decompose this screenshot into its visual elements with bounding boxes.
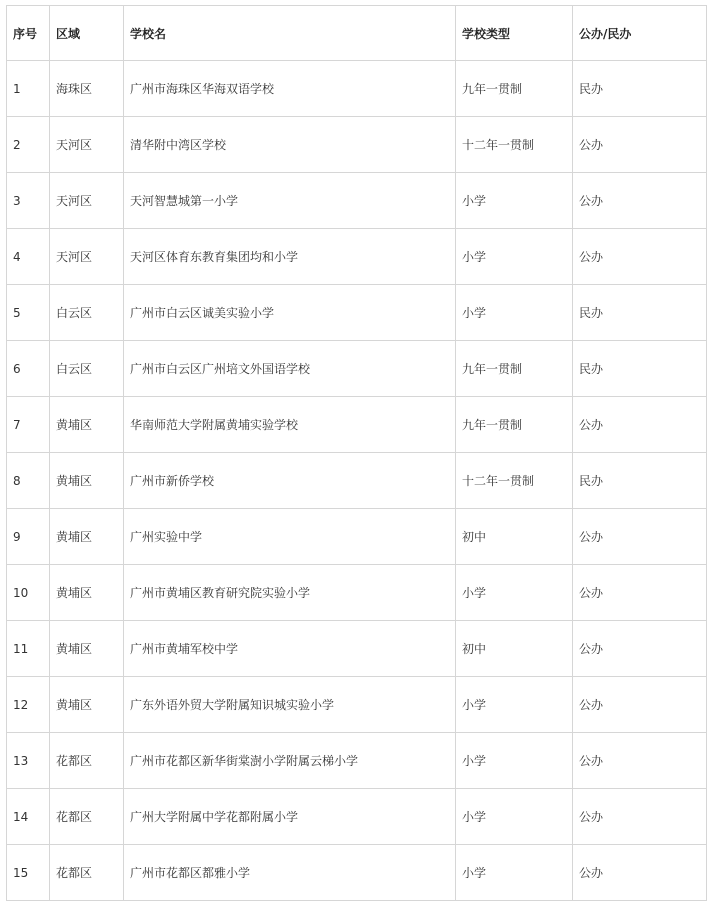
cell-ownership: 公办 [573,565,707,621]
table-row [7,229,707,285]
cell-no: 8 [7,453,50,509]
cell-ownership: 公办 [573,173,707,229]
table-row [7,61,707,117]
schools-table [6,5,707,901]
cell-ownership: 公办 [573,397,707,453]
cell-school-name: 广州市黄埔区教育研究院实验小学 [124,565,456,621]
cell-school-type: 初中 [456,509,573,565]
cell-school-type: 小学 [456,229,573,285]
cell-no: 12 [7,677,50,733]
cell-school-type: 九年一贯制 [456,61,573,117]
cell-no: 5 [7,285,50,341]
cell-school-type: 小学 [456,789,573,845]
table-row [7,173,707,229]
table-row [7,845,707,901]
header-row [7,6,707,61]
cell-area: 花都区 [50,789,124,845]
table-body [7,61,707,901]
cell-ownership: 公办 [573,621,707,677]
cell-school-type: 小学 [456,173,573,229]
cell-school-type: 小学 [456,677,573,733]
table-row [7,789,707,845]
table-row [7,117,707,173]
cell-school-type: 初中 [456,621,573,677]
cell-school-name: 清华附中湾区学校 [124,117,456,173]
cell-area: 花都区 [50,845,124,901]
cell-area: 黄埔区 [50,677,124,733]
cell-school-type: 小学 [456,565,573,621]
cell-school-name: 广州市花都区新华街棠澍小学附属云梯小学 [124,733,456,789]
cell-school-name: 广州市白云区诚美实验小学 [124,285,456,341]
header-school-name: 学校名 [124,6,456,61]
cell-school-name: 天河区体育东教育集团均和小学 [124,229,456,285]
cell-area: 白云区 [50,285,124,341]
header-area: 区域 [50,6,124,61]
cell-school-name: 广东外语外贸大学附属知识城实验小学 [124,677,456,733]
cell-school-name: 广州市新侨学校 [124,453,456,509]
table-row [7,565,707,621]
cell-area: 天河区 [50,173,124,229]
table-row [7,621,707,677]
header-school-type: 学校类型 [456,6,573,61]
cell-ownership: 公办 [573,733,707,789]
cell-area: 黄埔区 [50,565,124,621]
cell-school-name: 广州市海珠区华海双语学校 [124,61,456,117]
cell-ownership: 公办 [573,677,707,733]
header-no: 序号 [7,6,50,61]
cell-no: 15 [7,845,50,901]
cell-school-type: 小学 [456,733,573,789]
cell-area: 黄埔区 [50,453,124,509]
cell-ownership: 民办 [573,453,707,509]
cell-area: 黄埔区 [50,621,124,677]
cell-area: 天河区 [50,117,124,173]
table-row [7,397,707,453]
cell-ownership: 公办 [573,789,707,845]
cell-ownership: 民办 [573,341,707,397]
cell-school-name: 天河智慧城第一小学 [124,173,456,229]
table-row [7,285,707,341]
cell-no: 7 [7,397,50,453]
cell-no: 3 [7,173,50,229]
cell-no: 1 [7,61,50,117]
cell-no: 14 [7,789,50,845]
table-row [7,733,707,789]
cell-school-type: 十二年一贯制 [456,453,573,509]
table-row [7,453,707,509]
table-row [7,509,707,565]
cell-ownership: 公办 [573,229,707,285]
cell-no: 9 [7,509,50,565]
cell-ownership: 公办 [573,117,707,173]
cell-ownership: 民办 [573,61,707,117]
cell-school-type: 九年一贯制 [456,341,573,397]
cell-ownership: 公办 [573,845,707,901]
cell-ownership: 公办 [573,509,707,565]
cell-school-name: 广州市白云区广州培文外国语学校 [124,341,456,397]
cell-no: 11 [7,621,50,677]
cell-area: 天河区 [50,229,124,285]
cell-area: 海珠区 [50,61,124,117]
cell-area: 黄埔区 [50,509,124,565]
cell-area: 白云区 [50,341,124,397]
cell-no: 2 [7,117,50,173]
table-row [7,677,707,733]
table-row [7,341,707,397]
cell-school-type: 小学 [456,845,573,901]
cell-school-name: 广州市黄埔军校中学 [124,621,456,677]
cell-school-type: 小学 [456,285,573,341]
table-header [7,6,707,61]
cell-ownership: 民办 [573,285,707,341]
cell-school-name: 华南师范大学附属黄埔实验学校 [124,397,456,453]
cell-area: 黄埔区 [50,397,124,453]
cell-no: 13 [7,733,50,789]
cell-no: 6 [7,341,50,397]
cell-no: 4 [7,229,50,285]
cell-no: 10 [7,565,50,621]
cell-area: 花都区 [50,733,124,789]
cell-school-name: 广州市花都区都雅小学 [124,845,456,901]
cell-school-name: 广州实验中学 [124,509,456,565]
cell-school-type: 十二年一贯制 [456,117,573,173]
cell-school-type: 九年一贯制 [456,397,573,453]
header-ownership: 公办/民办 [573,6,707,61]
cell-school-name: 广州大学附属中学花都附属小学 [124,789,456,845]
